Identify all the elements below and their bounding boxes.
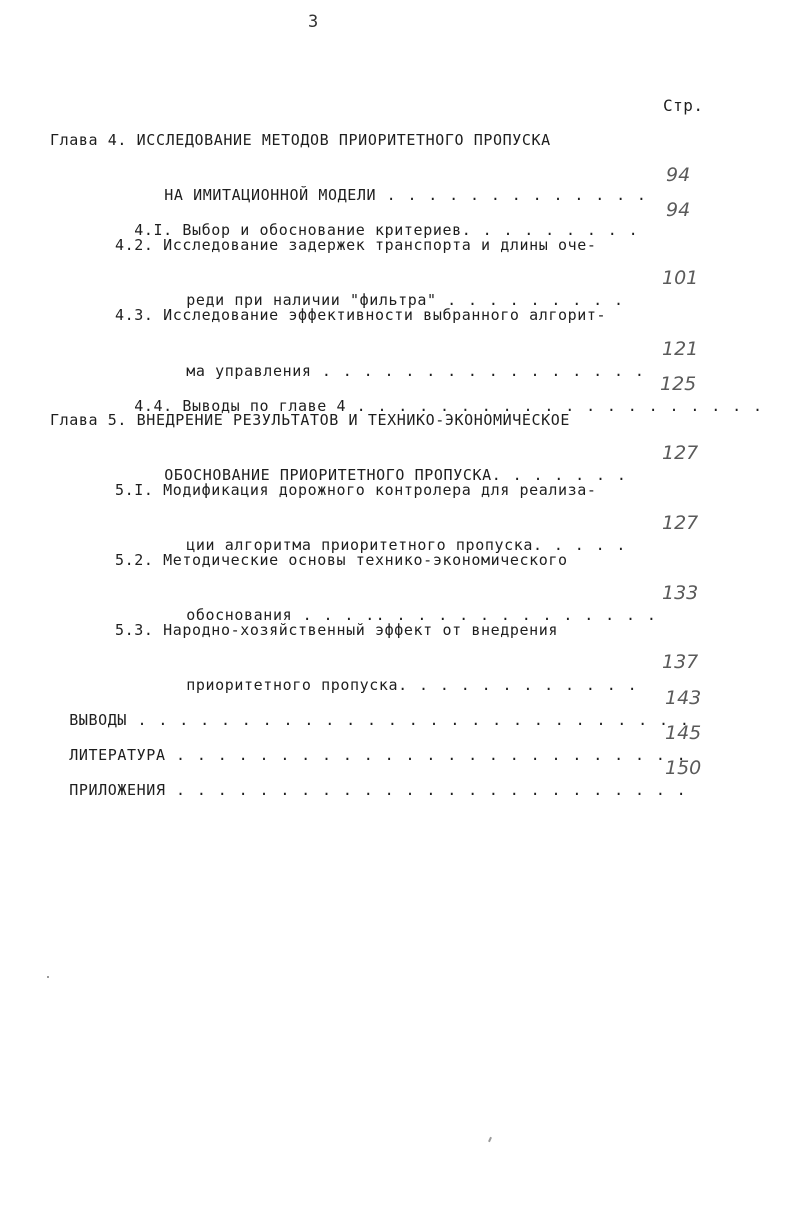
toc-section-4-2-cont (167, 270, 624, 310)
leader-dots: . . . . . . . . . (461, 221, 640, 239)
toc-entry-text: обоснования (186, 606, 293, 624)
toc-entry-text: НА ИМИТАЦИОННОЙ МОДЕЛИ (164, 186, 377, 204)
leader-dots: . . . . . . . . . . . . . . . . . . . . (346, 397, 764, 415)
toc-chapter-5-title: Глава 5. ВНЕДРЕНИЕ РЕЗУЛЬТАТОВ И ТЕХНИКО-ЭКОНОМИЧЕСКОЕ (50, 411, 571, 429)
toc-conclusions (50, 690, 690, 730)
leader-dots: . . . . . . . . . . . . . . . . . . . . . . . . . (165, 781, 688, 799)
toc-section-5-1: 5.I. Модификация дорожного контролера для реализа- (115, 481, 597, 499)
scan-speck (488, 1137, 492, 1142)
toc-entry-text: ВЫВОДЫ (69, 711, 128, 729)
leader-dots: . . . . . . . . . . . . (398, 676, 639, 694)
toc-chapter-4-page: 94 (666, 164, 691, 186)
toc-section-5-3-page: 137 (662, 651, 699, 673)
toc-section-5-3: 5.3. Народно-хозяйственный эффект от внедрения (115, 621, 559, 639)
page-column-header: Стр. (663, 96, 704, 115)
toc-section-4-3-cont (167, 341, 645, 381)
toc-entry-text: приоритетного пропуска (186, 676, 399, 694)
toc-literature-page: 145 (665, 722, 702, 744)
toc-entry-text: ПРИЛОЖЕНИЯ (69, 781, 166, 799)
toc-chapter-5-page: 127 (662, 442, 699, 464)
toc-entry-text: 4.4. Выводы по главе 4 (134, 397, 347, 415)
leader-dots: . . . . . . . . . (436, 291, 625, 309)
toc-entry-text: ОБОСНОВАНИЕ ПРИОРИТЕТНОГО ПРОПУСКА (164, 466, 492, 484)
toc-entry-text: реди при наличии "фильтра" (186, 291, 437, 309)
toc-section-5-2: 5.2. Методические основы технико-экономического (115, 551, 568, 569)
toc-chapter-4-title: Глава 4. ИССЛЕДОВАНИЕ МЕТОДОВ ПРИОРИТЕТНОГО ПРОПУСКА (50, 131, 551, 149)
leader-dots: . . . . . . . . . . . . . . . . . . . . . . . . . . . (127, 711, 691, 729)
leader-dots: . . . . . . . . . . . . . . . . . . . . . . . . . (165, 746, 688, 764)
toc-section-4-3: 4.3. Исследование эффективности выбранного алгорит- (115, 306, 607, 324)
toc-section-5-2-page: 133 (662, 582, 699, 604)
leader-dots: . . . . . . . (491, 466, 628, 484)
toc-appendices-page: 150 (665, 757, 702, 779)
leader-dots: . . . .. . . . . . . . . . . . . . (292, 606, 658, 624)
toc-section-4-1 (115, 200, 639, 240)
toc-section-5-1-page: 127 (662, 512, 699, 534)
toc-section-4-4-page: 125 (660, 373, 697, 395)
toc-entry-text: 4.I. Выбор и обоснование критериев (134, 221, 462, 239)
toc-section-4-3-page: 121 (662, 338, 699, 360)
toc-section-5-3-cont (167, 655, 638, 695)
leader-dots: . . . . . (532, 536, 627, 554)
toc-entry-text: ции алгоритма приоритетного пропуска (186, 536, 533, 554)
leader-dots: . . . . . . . . . . . . . (376, 186, 648, 204)
toc-appendices (50, 760, 687, 800)
toc-section-4-1-page: 94 (666, 199, 691, 221)
toc-conclusions-page: 143 (665, 687, 702, 709)
page-number: 3 (308, 12, 319, 32)
toc-section-5-1-cont (167, 515, 627, 555)
scan-speck (47, 976, 49, 978)
toc-section-4-2: 4.2. Исследование задержек транспорта и длины оче- (115, 236, 597, 254)
toc-section-5-2-cont (167, 585, 657, 625)
toc-entry-text: ма управления (186, 362, 312, 380)
toc-literature (50, 725, 687, 765)
toc-entry-text: ЛИТЕРАТУРА (69, 746, 166, 764)
toc-chapter-5-title-cont (145, 445, 627, 485)
toc-chapter-4-title-cont (145, 165, 647, 205)
toc-section-4-2-page: 101 (662, 267, 699, 289)
leader-dots: . . . . . . . . . . . . . . . . (311, 362, 646, 380)
